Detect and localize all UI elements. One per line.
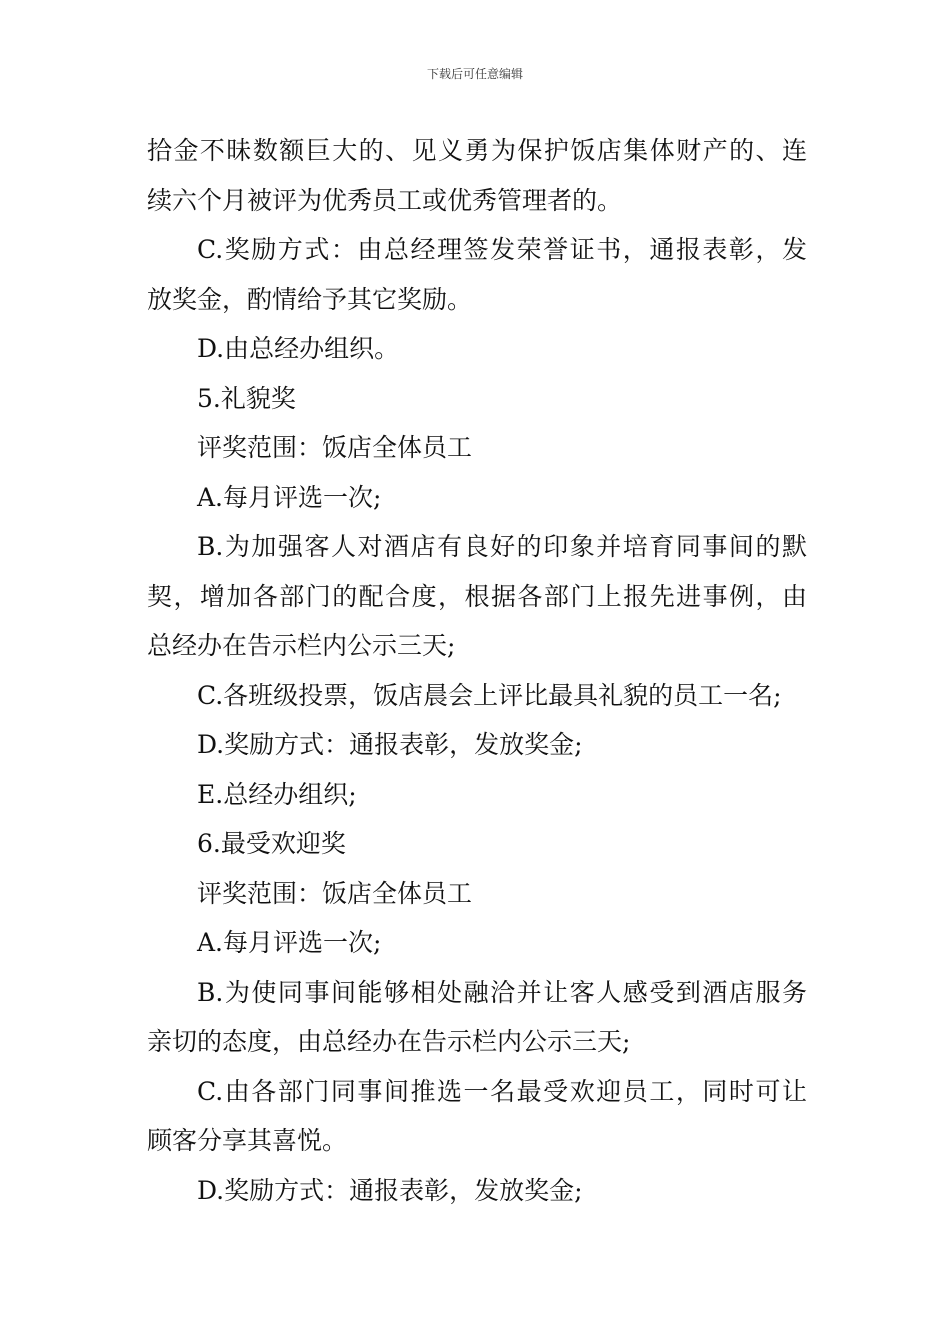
text-line: C.各班级投票，饭店晨会上评比最具礼貌的员工一名; (197, 680, 782, 710)
text-line: A.每月评选一次; (197, 482, 382, 512)
text-line: B.为使同事间能够相处融洽并让客人感受到酒店服务 (197, 977, 807, 1007)
section-heading: 6.最受欢迎奖 (197, 829, 346, 858)
text-line: D.奖励方式：通报表彰，发放奖金; (197, 730, 583, 759)
text-line: 亲切的态度，由总经办在告示栏内公示三天; (147, 1027, 631, 1056)
text-line: E.总经办组织; (197, 779, 357, 809)
text-line: 放奖金，酌情给予其它奖励。 (147, 284, 473, 314)
text-line: 拾金不昧数额巨大的、见义勇为保护饭店集体财产的、连 (147, 136, 807, 165)
text-line: 评奖范围：饭店全体员工 (197, 433, 473, 462)
text-line: 评奖范围：饭店全体员工 (197, 878, 473, 908)
text-line: 续六个月被评为优秀员工或优秀管理者的。 (147, 185, 623, 215)
text-line: C.由各部门同事间推选一名最受欢迎员工，同时可让 (197, 1076, 807, 1106)
text-line: A.每月评选一次; (197, 928, 382, 957)
text-line: 契，增加各部门的配合度，根据各部门上报先进事例，由 (147, 581, 807, 611)
text-line: D.由总经办组织。 (197, 334, 400, 363)
text-line: 顾客分享其喜悦。 (147, 1126, 348, 1155)
document-body (147, 126, 807, 1215)
text-line: C.奖励方式：由总经理签发荣誉证书，通报表彰，发 (197, 235, 807, 264)
text-line: B.为加强客人对酒店有良好的印象并培育同事间的默 (197, 532, 807, 561)
text-line: 总经办在告示栏内公示三天; (147, 631, 456, 660)
section-heading: 5.礼貌奖 (197, 383, 296, 413)
page-header: 下载后可任意编辑 (426, 67, 523, 81)
text-line: D.奖励方式：通报表彰，发放奖金; (197, 1175, 583, 1205)
